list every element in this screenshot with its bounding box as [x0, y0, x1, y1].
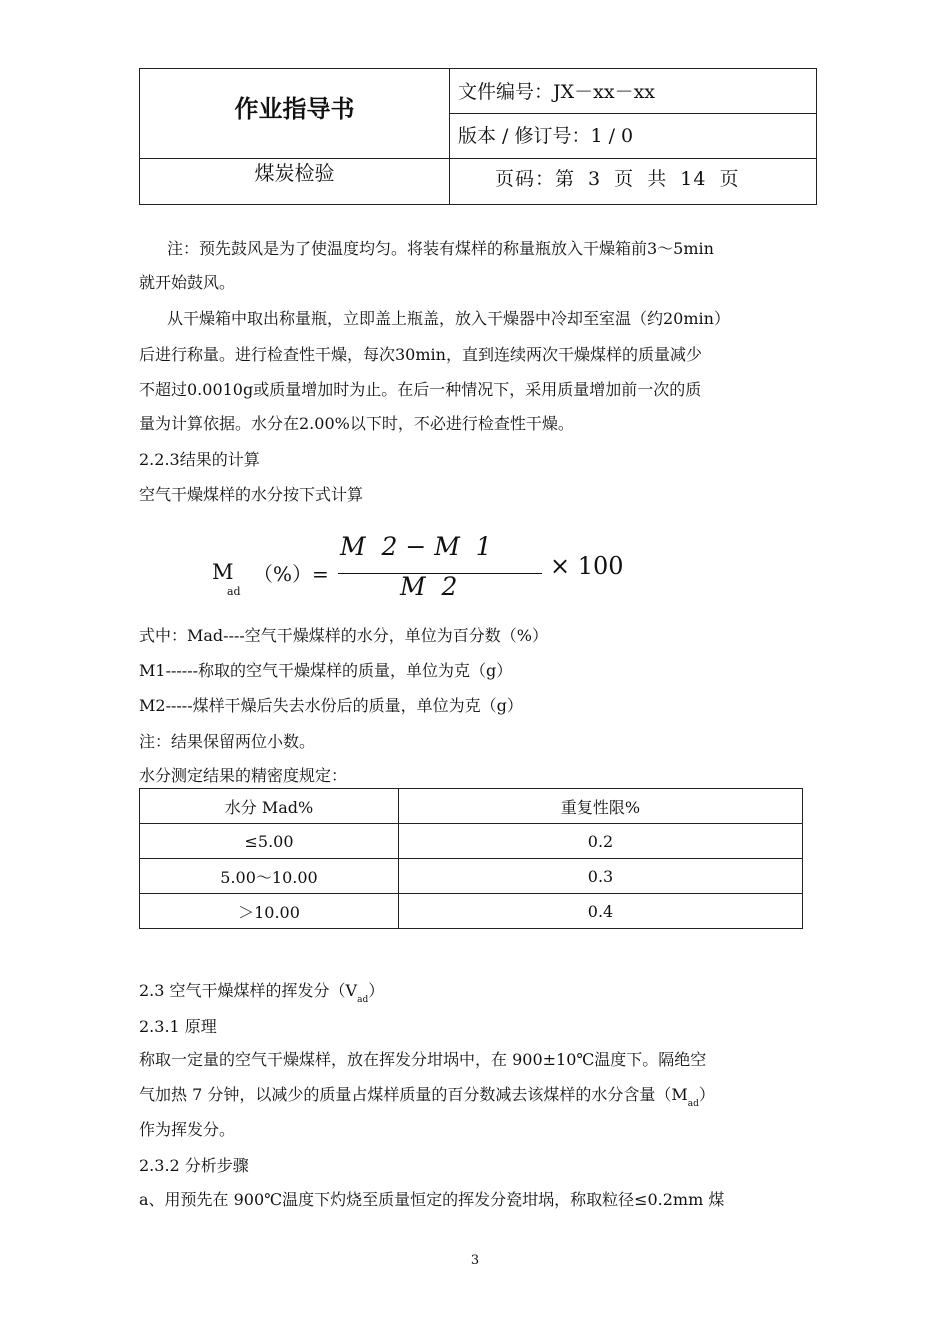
- paragraph-subscript: ad: [687, 1099, 699, 1109]
- table-cell: 0.2: [399, 824, 803, 859]
- precision-table: [139, 788, 803, 929]
- section-heading: 2.3.2 分析步骤: [139, 1156, 249, 1175]
- document-subtitle: 煤炭检验: [254, 161, 335, 185]
- formula-percent-equals: （%）=: [253, 562, 329, 586]
- header-table: [139, 68, 817, 205]
- definition-line: M2-----煤样干燥后失去水份后的质量，单位为克（g）: [139, 696, 523, 715]
- definition-line: 式中：Mad----空气干燥煤样的水分，单位为百分数（%）: [139, 626, 548, 645]
- heading-subscript: ad: [357, 995, 369, 1005]
- formula-numerator: M 2 − M 1: [340, 532, 492, 561]
- heading-text: 2.3 空气干燥煤样的挥发分（V: [139, 981, 358, 1000]
- paragraph-line: 作为挥发分。: [139, 1120, 236, 1139]
- paragraph-line: 不超过0.0010g或质量增加时为止。在后一种情况下，采用质量增加前一次的质: [139, 380, 702, 399]
- table-header-cell: 重复性限%: [399, 789, 803, 824]
- table-row: [140, 894, 803, 929]
- note-line: 注：结果保留两位小数。: [139, 732, 316, 751]
- table-header-cell: 水分 Mad%: [140, 789, 399, 824]
- paragraph-line: 后进行称量。进行检查性干燥，每次30min，直到连续两次干燥煤样的质量减少: [139, 345, 702, 364]
- section-heading: 2.2.3结果的计算: [139, 450, 260, 469]
- header-divider: [449, 69, 450, 204]
- formula-multiplier: × 100: [550, 552, 624, 580]
- table-cell: ≤5.00: [140, 824, 399, 859]
- page-info: 页码：第 3 页 共 14 页: [495, 168, 740, 190]
- paragraph-text: 气加热 7 分钟，以减少的质量占煤样质量的百分数减去该煤样的水分含量（M: [139, 1085, 688, 1104]
- paragraph-line: a、用预先在 900℃温度下灼烧至质量恒定的挥发分瓷坩埚，称取粒径≤0.2mm 煤: [139, 1190, 725, 1209]
- paragraph-line: [139, 1082, 715, 1109]
- paragraph-line: 就开始鼓风。: [139, 273, 236, 292]
- definition-line: M1------称取的空气干燥煤样的质量，单位为克（g）: [139, 661, 513, 680]
- table-header-row: [140, 789, 803, 824]
- version-number: 版本 / 修订号：1 / 0: [458, 125, 634, 147]
- section-heading: 2.3.1 原理: [139, 1017, 217, 1036]
- paragraph-line: 水分测定结果的精密度规定：: [139, 766, 348, 785]
- paragraph-line: 注：预先鼓风是为了使温度均匀。将装有煤样的称量瓶放入干燥箱前3～5min: [167, 239, 714, 258]
- paragraph-line: 空气干燥煤样的水分按下式计算: [139, 485, 364, 504]
- table-cell: 0.3: [399, 859, 803, 894]
- paragraph-line: 从干燥箱中取出称量瓶，立即盖上瓶盖，放入干燥器中冷却至室温（约20min）: [167, 309, 730, 328]
- table-row: [140, 859, 803, 894]
- doc-number: 文件编号：JX－xx－xx: [458, 81, 656, 103]
- table-cell: 0.4: [399, 894, 803, 929]
- moisture-formula: [210, 530, 650, 605]
- table-cell: ＞10.00: [140, 894, 399, 929]
- table-cell: 5.00～10.00: [140, 859, 399, 894]
- table-row: [140, 824, 803, 859]
- header-divider: [449, 113, 816, 114]
- heading-close: ）: [368, 981, 385, 1000]
- formula-denominator: M 2: [400, 572, 458, 601]
- formula-lhs: M: [212, 560, 234, 584]
- page-number: 3: [470, 1253, 480, 1268]
- document-title: 作业指导书: [234, 95, 355, 123]
- paragraph-line: 称取一定量的空气干燥煤样，放在挥发分坩埚中，在 900±10℃温度下。隔绝空: [139, 1050, 707, 1069]
- paragraph-close: ）: [698, 1085, 715, 1104]
- section-heading: [139, 978, 385, 1005]
- formula-lhs-subscript: ad: [227, 585, 241, 598]
- paragraph-line: 量为计算依据。水分在2.00%以下时，不必进行检查性干燥。: [139, 414, 574, 433]
